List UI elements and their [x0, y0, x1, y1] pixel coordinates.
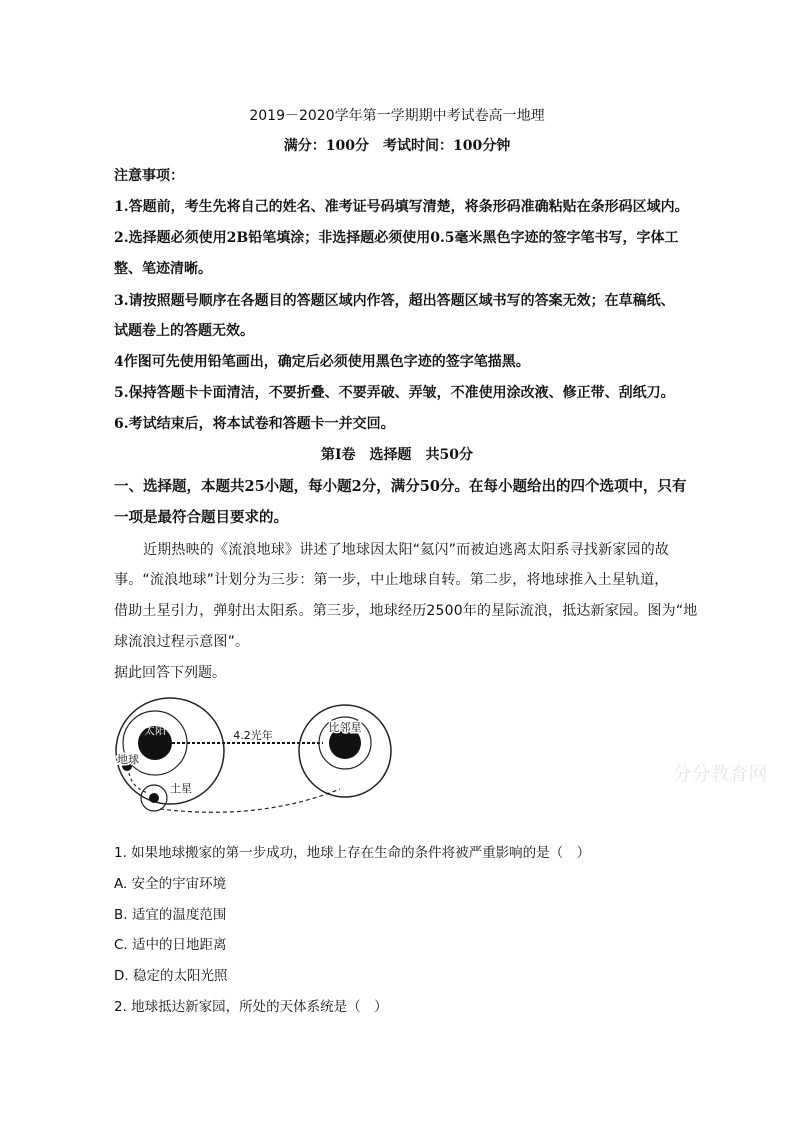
exam-subtitle: 满分：100分 考试时间：100分钟	[283, 138, 511, 154]
question-stem: 2. 地球抵达新家园，所处的天体系统是（ ）	[114, 999, 388, 1015]
saturn-body	[149, 793, 159, 803]
section-title: 第Ⅰ卷 选择题 共50分	[320, 447, 474, 463]
notice-item: 整、笔迹清晰。	[114, 261, 212, 277]
question-option: C. 适中的日地距离	[114, 937, 227, 953]
exam-title: 2019－2020学年第一学期期中考试卷高一地理	[249, 108, 545, 124]
distance-label: 4.2光年	[233, 729, 273, 742]
question-option: D. 稳定的太阳光照	[114, 968, 228, 984]
section-instruction: 一、选择题，本题共25小题，每小题2分，满分50分。在每小题给出的四个选项中，只有	[114, 478, 687, 495]
notice-item: 4作图可先使用铅笔画出，确定后必须使用黑色字迹的签字笔描黑。	[114, 354, 530, 370]
passage-line: 近期热映的《流浪地球》讲述了地球因太阳“氦闪”而被迫逃离太阳系寻找新家园的故	[143, 542, 670, 558]
question-stem: 1. 如果地球搬家的第一步成功，地球上存在生命的条件将被严重影响的是（ ）	[114, 845, 591, 861]
earth-label: 地球	[117, 753, 139, 766]
notice-item: 3.请按照题号顺序在各题目的答题区域内作答，超出答题区域书写的答案无效；在草稿纸、	[114, 293, 675, 309]
passage-line: 借助土星引力，弹射出太阳系。第三步，地球经历2500年的星际流浪，抵达新家园。图为“地	[114, 603, 698, 619]
earth-to-saturn-path	[129, 773, 148, 793]
proxima-label: 比邻星	[328, 721, 362, 734]
notice-item: 5.保持答题卡卡面清洁，不要折叠、不要弄破、弄皱，不准使用涂改液、修正带、刮纸刀。	[114, 385, 675, 401]
sun-label: 太阳	[144, 724, 166, 737]
notice-item: 6.考试结束后，将本试卷和答题卡一并交回。	[114, 416, 395, 432]
earth-wandering-diagram	[110, 693, 790, 823]
passage-line: 球流浪过程示意图”。	[114, 634, 250, 650]
notice-item: 试题卷上的答题无效。	[114, 323, 254, 339]
question-option: B. 适宜的温度范围	[114, 907, 227, 923]
notice-heading: 注意事项：	[114, 168, 184, 184]
watermark: 分分教育网	[672, 763, 768, 785]
passage-prompt: 据此回答下列题。	[114, 665, 226, 681]
question-option: A. 安全的宇宙环境	[114, 876, 227, 892]
passage-line: 事。“流浪地球”计划分为三步：第一步，中止地球自转。第二步，将地球推入土星轨道，	[114, 572, 669, 588]
notice-item: 2.选择题必须使用2B铅笔填涂；非选择题必须使用0.5毫米黑色字迹的签字笔书写，字体工	[114, 230, 679, 246]
saturn-label: 土星	[170, 782, 192, 795]
section-instruction: 一项是最符合题目要求的。	[114, 509, 288, 526]
notice-item: 1.答题前，考生先将自己的姓名、准考证号码填写清楚，将条形码准确粘贴在条形码区域内。	[114, 199, 689, 215]
